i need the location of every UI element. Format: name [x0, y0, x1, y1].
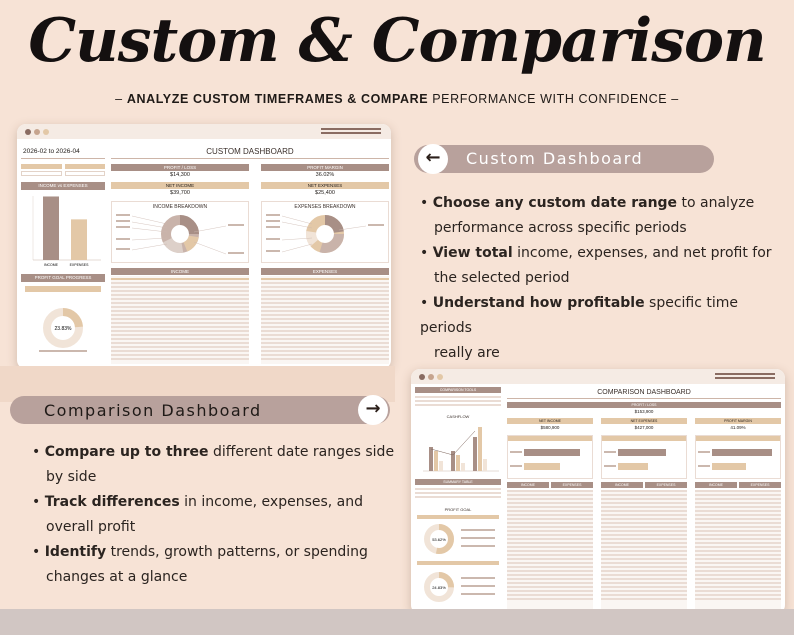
- net-income-header: NET INCOME: [111, 182, 249, 189]
- subtitle-dash-left: –: [115, 92, 123, 106]
- income-vs-expenses-header: INCOME vs EXPENSES: [21, 182, 105, 190]
- expenses-bar: [71, 219, 87, 260]
- net-income-value: $39,700: [111, 189, 249, 198]
- profit-margin-header: PROFIT MARGIN: [695, 418, 781, 424]
- profit-goal-donut: [21, 284, 105, 364]
- goal-value-2: 24.83%: [432, 585, 446, 590]
- comparison-tools-header: COMPARISON TOOLS: [415, 387, 501, 393]
- custom-dashboard-heading: [414, 145, 714, 173]
- profit-loss-value: $14,300: [111, 171, 249, 180]
- comparison-bullets: [32, 440, 402, 590]
- custom-bullet-3: • Understand how profitable specific time periods really are: [420, 295, 739, 361]
- net-expenses-value: $427,000: [601, 424, 687, 431]
- income-table-header: INCOME: [695, 482, 737, 488]
- comparison-bullet-1: • Compare up to three different date ranges side by side: [32, 444, 395, 485]
- period-1-tables: [507, 482, 593, 610]
- expenses-table: [261, 276, 389, 364]
- profit-goal-value: 23.83%: [54, 326, 72, 332]
- income-bar: [43, 196, 59, 260]
- profit-loss-header: PROFIT / LOSS: [111, 164, 249, 171]
- bar-label-income: INCOME: [44, 263, 58, 267]
- profit-goal-header: PROFIT GOAL PROGRESS: [21, 274, 105, 282]
- window-dot-icon: [419, 374, 425, 380]
- window-titlebar: [17, 124, 391, 139]
- summary-table: [415, 486, 501, 504]
- expenses-table-header: EXPENSES: [261, 268, 389, 275]
- subtitle-rest: PERFORMANCE WITH CONFIDENCE: [432, 92, 668, 106]
- goal-value-1: 53.62%: [432, 537, 446, 542]
- custom-dashboard-window: [17, 124, 391, 369]
- income-table-header: INCOME: [111, 268, 249, 275]
- window-dot-icon: [43, 129, 49, 135]
- profit-goal-label: PROFIT GOAL: [444, 507, 472, 512]
- income-table-header: INCOME: [507, 482, 549, 488]
- comparison-dashboard-title: COMPARISON DASHBOARD: [507, 387, 781, 399]
- expenses-table-header: EXPENSES: [739, 482, 781, 488]
- expenses-table-header: EXPENSES: [645, 482, 687, 488]
- window-dot-icon: [25, 129, 31, 135]
- income-breakdown-label: INCOME BREAKDOWN: [152, 204, 208, 210]
- comparison-bullet-3: • Identify trends, growth patterns, or spending changes at a glance: [32, 544, 368, 585]
- period-3-tables: [695, 482, 781, 610]
- comparison-dashboard-window: [411, 369, 785, 614]
- period-3-chart: [695, 435, 781, 479]
- period-2-chart: [601, 435, 687, 479]
- arrow-right-icon[interactable]: →: [358, 395, 388, 425]
- custom-bullet-2: • View total income, expenses, and net profit for the selected period: [420, 245, 772, 286]
- window-dot-icon: [34, 129, 40, 135]
- window-dot-icon: [437, 374, 443, 380]
- net-expenses-header: NET EXPENSES: [601, 418, 687, 424]
- profit-margin-header: PROFIT MARGIN: [261, 164, 389, 171]
- comparison-tools-table: [415, 394, 501, 412]
- period-2-tables: [601, 482, 687, 610]
- cashflow-label: CASHFLOW: [446, 414, 470, 419]
- page-subtitle: [0, 92, 794, 106]
- profit-loss-value: $153,900: [507, 408, 781, 415]
- bar-label-expenses: EXPENSES: [69, 263, 89, 267]
- net-expenses-value: $25,400: [261, 189, 389, 198]
- footer-band: [0, 609, 794, 635]
- cashflow-chart: [415, 421, 501, 477]
- subtitle-bold: ANALYZE CUSTOM TIMEFRAMES & COMPARE: [126, 92, 429, 106]
- expenses-table-header: EXPENSES: [551, 482, 593, 488]
- window-lines-icon: [321, 128, 381, 136]
- date-fields: [21, 164, 105, 176]
- window-dot-icon: [428, 374, 434, 380]
- date-range-label: 2026-02 to 2026-04: [21, 144, 105, 159]
- window-lines-icon: [715, 373, 775, 381]
- expenses-breakdown-label: EXPENSES BREAKDOWN: [294, 204, 356, 210]
- summary-table-header: SUMMARY TABLE: [415, 479, 501, 485]
- custom-dashboard-title: CUSTOM DASHBOARD: [111, 144, 389, 159]
- net-expenses-header: NET EXPENSES: [261, 182, 389, 189]
- profit-margin-value: 41.09%: [695, 424, 781, 431]
- period-1-chart: [507, 435, 593, 479]
- window-titlebar: [411, 369, 785, 384]
- profit-margin-value: 36.02%: [261, 171, 389, 180]
- expenses-breakdown-chart: [261, 201, 389, 263]
- profit-goal-donuts: [415, 515, 501, 609]
- custom-bullets: [420, 191, 790, 366]
- income-table: [111, 276, 249, 364]
- income-breakdown-chart: [111, 201, 249, 263]
- comparison-bullet-2: • Track differences in income, expenses, and overall profit: [32, 494, 364, 535]
- page-title: Custom & Comparison: [28, 6, 766, 76]
- income-table-header: INCOME: [601, 482, 643, 488]
- net-income-value: $580,900: [507, 424, 593, 431]
- custom-dashboard-heading-text: Custom Dashboard: [466, 149, 644, 168]
- comparison-dashboard-heading-text: Comparison Dashboard: [44, 401, 262, 420]
- arrow-left-icon[interactable]: ←: [418, 144, 448, 174]
- net-income-header: NET INCOME: [507, 418, 593, 424]
- income-vs-expenses-chart: [21, 192, 105, 270]
- subtitle-dash-right: –: [671, 92, 679, 106]
- custom-bullet-1: • Choose any custom date range to analyze performance across specific periods: [420, 195, 755, 236]
- profit-loss-header: PROFIT / LOSS: [507, 402, 781, 408]
